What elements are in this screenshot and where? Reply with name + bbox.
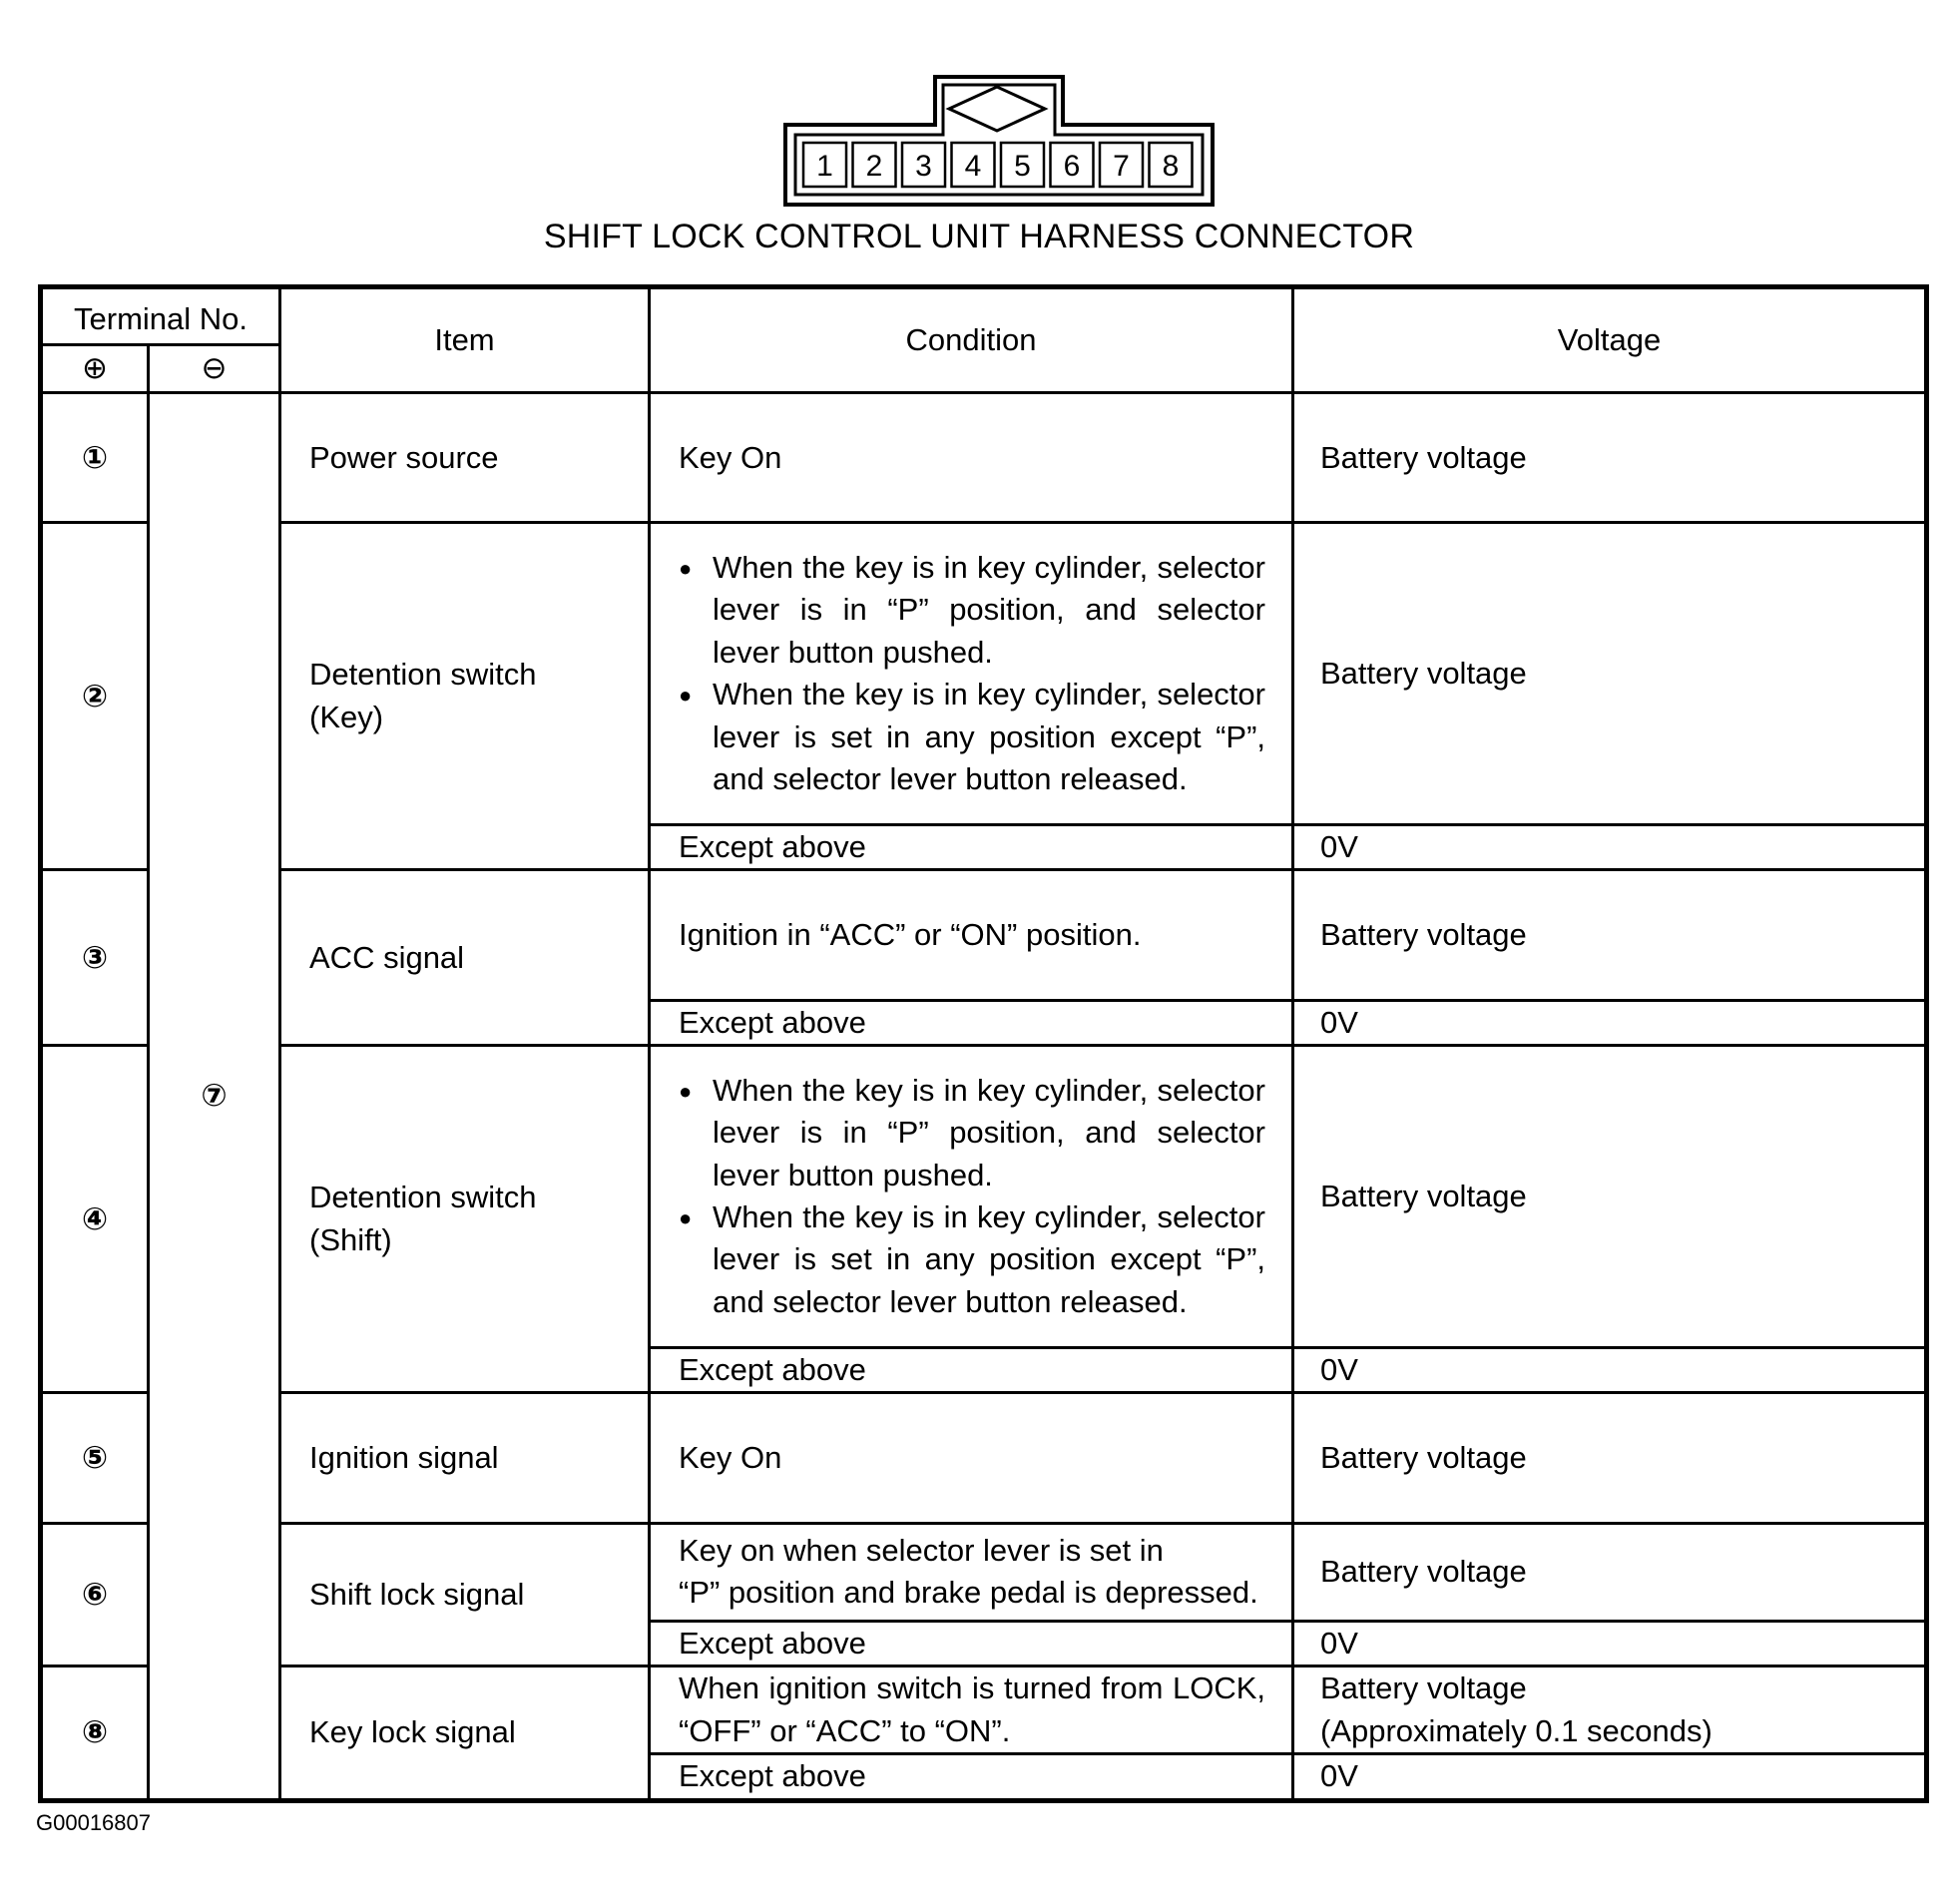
voltage-cell: Battery voltage <box>1293 1393 1927 1523</box>
item-cell: Detention switch (Key) <box>280 523 650 870</box>
table-row <box>41 1523 1927 1621</box>
pin-number: 4 <box>964 150 982 183</box>
minus-header: ⊖ <box>149 345 280 393</box>
pin-number: 8 <box>1162 150 1180 183</box>
terminal-number: ② <box>41 523 149 870</box>
except-condition-cell: Except above <box>650 1347 1293 1393</box>
except-condition-cell: Except above <box>650 1000 1293 1046</box>
terminal-number: ① <box>41 393 149 523</box>
except-condition-cell: Except above <box>650 824 1293 870</box>
terminal-spec-table <box>38 284 1929 1803</box>
table-row <box>41 393 1927 523</box>
item-cell: Shift lock signal <box>280 1523 650 1666</box>
figure-id: G00016807 <box>36 1810 151 1835</box>
terminal-no-header: Terminal No. <box>41 287 280 345</box>
condition-header: Condition <box>650 287 1293 393</box>
except-voltage-cell: 0V <box>1293 824 1927 870</box>
item-cell: Ignition signal <box>280 1393 650 1523</box>
condition-cell <box>650 523 1293 825</box>
table-row <box>41 870 1927 1000</box>
item-cell: Key lock signal <box>280 1666 650 1801</box>
plus-header: ⊕ <box>41 345 149 393</box>
table-row <box>41 1393 1927 1523</box>
voltage-header: Voltage <box>1293 287 1927 393</box>
condition-cell <box>650 1046 1293 1348</box>
condition-bullet: ● When the key is in key cylinder, selector lever is in “P” position, and selector lever button pushed. <box>679 547 1265 674</box>
condition-bullet: ● When the key is in key cylinder, selector lever is in “P” position, and selector lever button pushed. <box>679 1070 1265 1196</box>
condition-cell: Key on when selector lever is set in “P” position and brake pedal is depressed. <box>650 1523 1293 1621</box>
voltage-cell: Battery voltage <box>1293 1046 1927 1348</box>
terminal-number: ④ <box>41 1046 149 1393</box>
condition-cell: Ignition in “ACC” or “ON” position. <box>650 870 1293 1000</box>
connector-caption: SHIFT LOCK CONTROL UNIT HARNESS CONNECTOR <box>543 218 1415 255</box>
pin-number: 3 <box>915 150 932 183</box>
condition-bullet: ● When the key is in key cylinder, selector lever is set in any position except “P”, and selector lever button released. <box>679 674 1265 800</box>
voltage-cell: Battery voltage <box>1293 523 1927 825</box>
voltage-cell: Battery voltage <box>1293 1523 1927 1621</box>
item-cell: ACC signal <box>280 870 650 1046</box>
terminal-number: ⑤ <box>41 1393 149 1523</box>
except-condition-cell: Except above <box>650 1754 1293 1801</box>
pin-number: 5 <box>1014 150 1031 183</box>
except-voltage-cell: 0V <box>1293 1754 1927 1801</box>
item-header: Item <box>280 287 650 393</box>
terminal-number: ③ <box>41 870 149 1046</box>
pin-labels <box>816 150 1179 183</box>
condition-bullet: ● When the key is in key cylinder, selector lever is set in any position except “P”, and selector lever button released. <box>679 1196 1265 1323</box>
condition-cell: Key On <box>650 1393 1293 1523</box>
except-voltage-cell: 0V <box>1293 1621 1927 1666</box>
except-voltage-cell: 0V <box>1293 1000 1927 1046</box>
except-voltage-cell: 0V <box>1293 1347 1927 1393</box>
voltage-cell: Battery voltage (Approximately 0.1 seconds) <box>1293 1666 1927 1754</box>
except-condition-cell: Except above <box>650 1621 1293 1666</box>
connector-diagram <box>783 75 1215 207</box>
pin-number: 2 <box>865 150 883 183</box>
table-row <box>41 1046 1927 1348</box>
voltage-cell: Battery voltage <box>1293 393 1927 523</box>
voltage-cell: Battery voltage <box>1293 870 1927 1000</box>
condition-cell: Key On <box>650 393 1293 523</box>
item-cell: Detention switch (Shift) <box>280 1046 650 1393</box>
table-row <box>41 523 1927 825</box>
pin-boxes <box>803 143 1193 187</box>
condition-cell: When ignition switch is turned from LOCK, “OFF” or “ACC” to “ON”. <box>650 1666 1293 1754</box>
item-cell: Power source <box>280 393 650 523</box>
terminal-number: ⑧ <box>41 1666 149 1801</box>
pin-number: 6 <box>1063 150 1081 183</box>
terminal-number: ⑥ <box>41 1523 149 1666</box>
connector-key-diamond <box>949 87 1045 131</box>
condition-bullets <box>679 1070 1265 1324</box>
pin-number: 7 <box>1113 150 1130 183</box>
table-row <box>41 1666 1927 1754</box>
ground-terminal-number: ⑦ <box>149 393 280 1801</box>
condition-bullets <box>679 547 1265 801</box>
header-row <box>41 287 1927 345</box>
pin-number: 1 <box>816 150 833 183</box>
